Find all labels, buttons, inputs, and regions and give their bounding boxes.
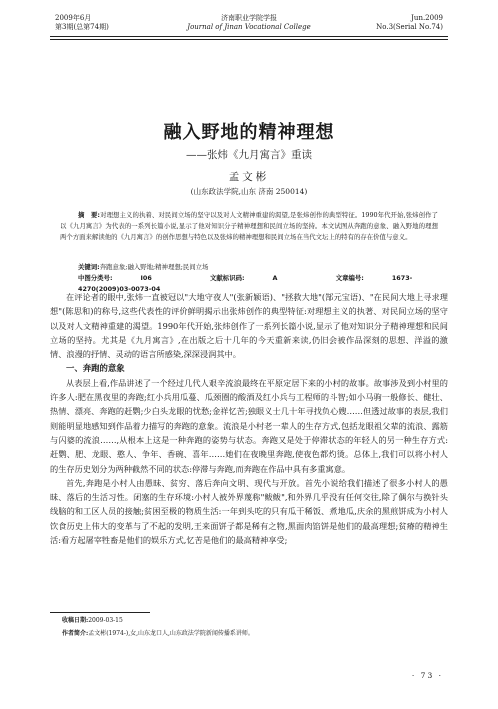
- footnote-rule: [50, 612, 150, 613]
- author-bio: 作者简介:孟文彬(1974-),女,山东龙口人,山东政法学院新闻传播系讲师。: [62, 630, 254, 637]
- body-paragraph: 在评论者的眼中,张炜一直被冠以"大地守夜人"(张新颖语)、"拯救大地"(郜元宝语)、"在民间大地上寻求理想"(陈思和)的称号,这些代表性的评价鲜明揭示出张炜创作的典型特征:对理想主义的执著、对民间立场的坚守以及对人文精神重建的渴望。1990年代开始,张炜创作了一系列长篇小说,显示了他对知识分子精神理想和民间立场的坚持。尤其是《九月寓言》,在出版之后十几年的今天重新来读,仍旧会被作品深刻的思想、洋溢的激情、浪漫的抒情、灵动的语言所感染,深深浸润其中。: [50, 292, 448, 360]
- received-date: 收稿日期:2009-03-15: [62, 617, 123, 624]
- clc-code: 中图分类号: I06: [78, 274, 152, 282]
- header-rule-thin: [50, 39, 448, 40]
- abstract-label: 摘 要:: [78, 211, 100, 219]
- issue-date: 2009年6月 第3期(总第74期): [55, 14, 109, 31]
- article-body: [50, 290, 448, 547]
- article-title: 融入野地的精神理想: [163, 122, 335, 143]
- journal-name: 济南职业学院学报 Journal of Jinan Vocational College: [187, 14, 311, 31]
- author-name: 孟文彬: [228, 171, 270, 183]
- keywords: 关键词:奔跑意象;融入野地;精神理想;民间立场: [78, 263, 209, 271]
- body-paragraph: 从表层上看,作品讲述了一个经过几代人艰辛流浪最终在平原定居下来的小村的故事。故事涉及到小村里的许多人:肥在黑夜里的奔跑;红小兵用瓜蔓、瓜颈圈的酸酒及红小兵与工程师的斗智;如小马驹一般修长、健壮、热情、漂亮、奔跑的赶鹦;少白头龙眼的忧愁;金祥忆苦;独眼义士几十年寻找负心嫂……但透过故事的表层,我们则能明显地感知到作品着力描写的奔跑的意象。流浪是小村老一辈人的生存方式,包括龙眼祖父辈的流浪、露筋与闪婆的流浪……,从根本上这是一种奔跑的姿势与状态。奔跑又是处于停滞状态的年轻人的另一种生存方式:赶鹦、肥、龙眼、憨人、争年、香碗、喜年……她们在夜晚里奔跑,使夜色都灼烫。总体上,我们可以将小村人的生存历史划分为两种截然不同的状态:停滞与奔跑,而奔跑在作品中具有多重寓意。: [50, 377, 448, 474]
- page-number: · 73 ·: [411, 671, 443, 680]
- author-affiliation: (山东政法学院,山东 济南 250014): [190, 187, 308, 196]
- body-paragraph: 首先,奔跑是小村人由愚昧、贫穷、落后奔向文明、现代与开放。首先小说给我们描述了很多小村人的愚昧、落后的生活习性。闭塞的生存环境:小村人被外界蔑称"鲅鲅",和外界几乎没有任何交往,除了偶尔与换针头线脑的和工区人员的接触;贫困至极的物质生活:一年到头吃的只有瓜干稀饭、煮地瓜,庆余的黑煎饼成为小村人饮食历史上伟大的变革与了不起的发明,王来面饼子都是稀有之物,黑面肉馅饼是他们的最高理想;贫瘠的精神生活:看方起屠宰牲畜是他们的娱乐方式,忆苦是他们的最高精神享受;: [50, 477, 448, 546]
- doc-code: 文献标识码: A: [210, 274, 278, 282]
- issue-number: Jun.2009 No.3(Serial No.74): [376, 14, 443, 31]
- abstract: [60, 210, 438, 243]
- article-subtitle: ——张炜《九月寓言》重读: [186, 149, 312, 161]
- section-heading: 一、奔跑的意象: [66, 363, 125, 374]
- header-rule: [50, 36, 448, 37]
- abstract-text: 对理想主义的执着、对民间立场的坚守以及对人文精神重建的渴望,是张炜创作的典型特征。1990年代开始,张炜创作了以《九月寓言》为代表的一系列长篇小说,显示了他对知识分子精神理想和民间立场的坚持。本文试图从奔跑的意象、融入野地的理想两个方面来解读他的《九月寓言》的创作思想与特色以及张炜的精神理想和民间立场在当代文坛上的特有的存在价值与意义。: [60, 211, 439, 242]
- article-id: 文章编号: 1673-4270(2009)03-0073-04: [78, 274, 413, 293]
